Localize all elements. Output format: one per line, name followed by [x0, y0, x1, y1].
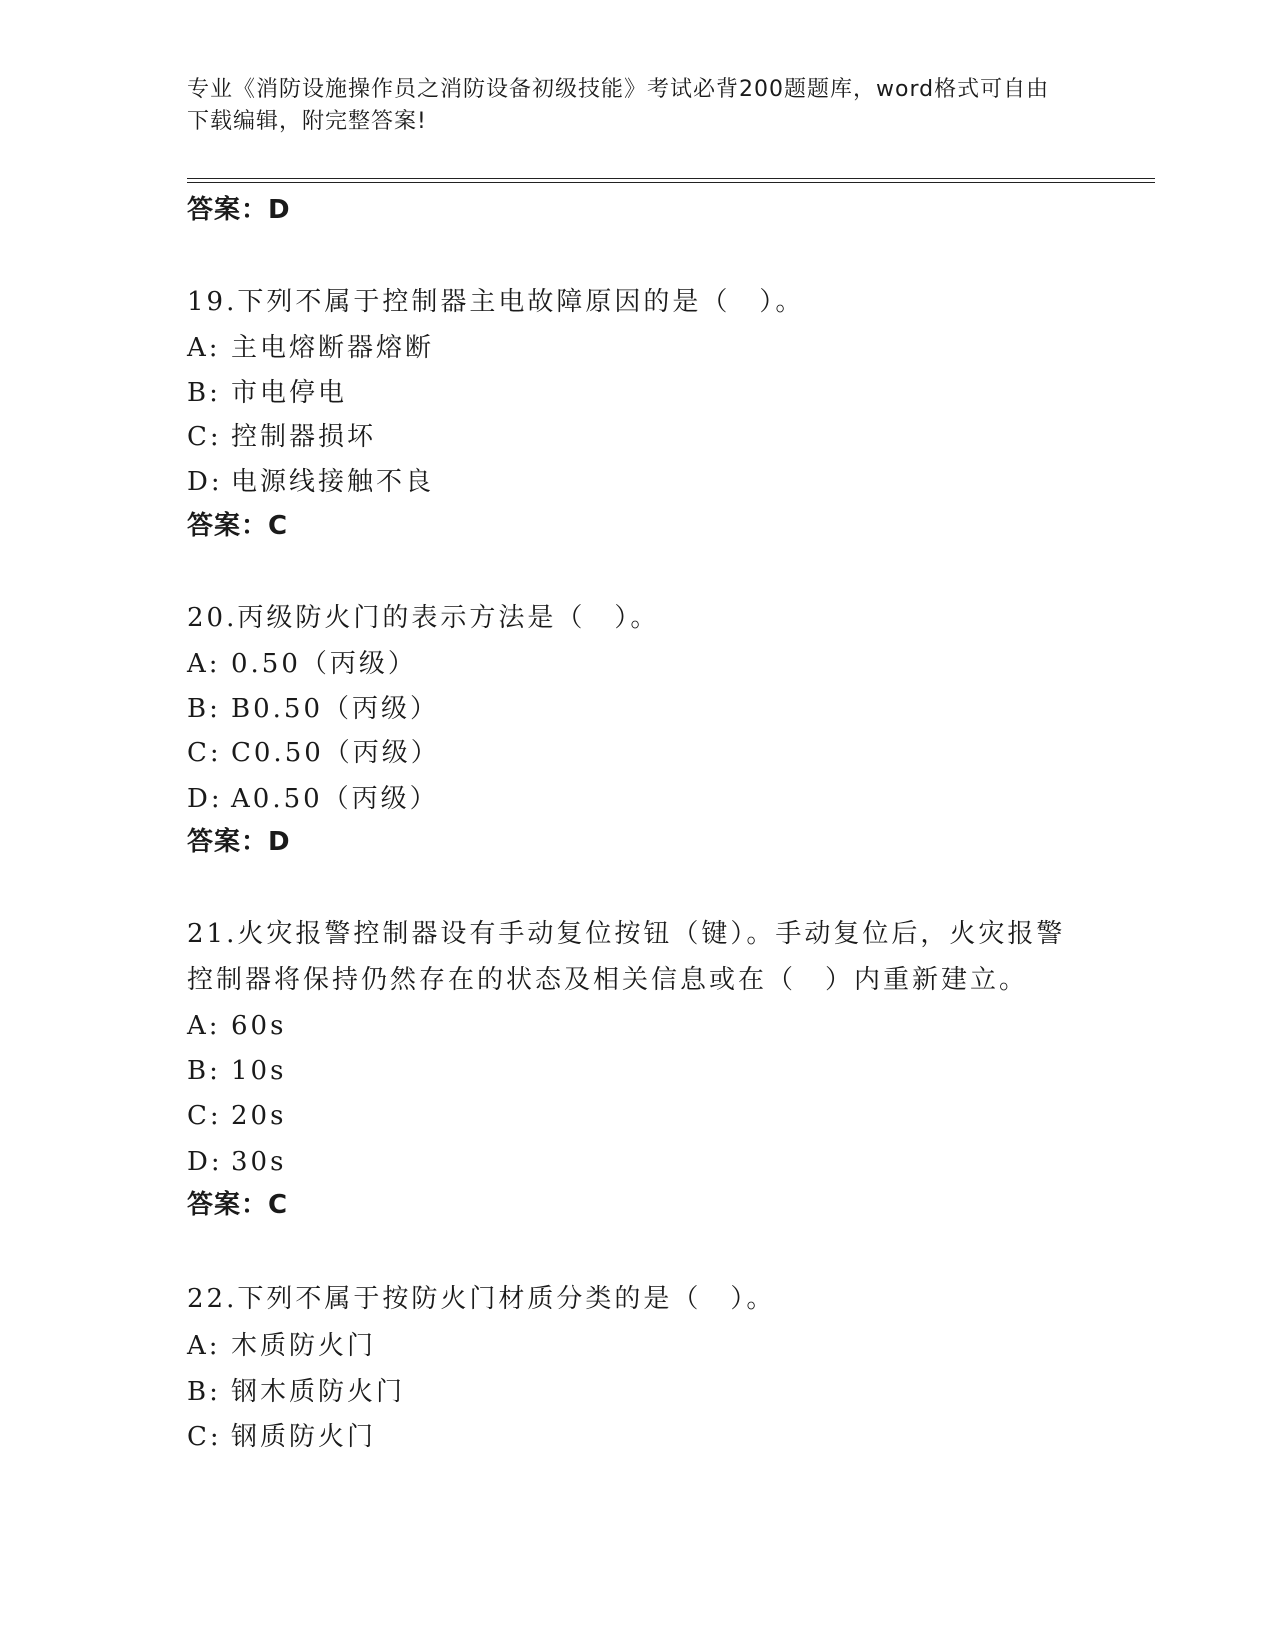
option-text: B0.50（丙级）	[231, 694, 439, 724]
option-letter: B:	[187, 694, 221, 724]
question-22: 22.下列不属于按防火门材质分类的是（ ）。	[187, 1284, 776, 1314]
answer-value: C	[268, 1190, 289, 1220]
option-19-b	[187, 377, 347, 409]
option-20-d	[187, 783, 439, 815]
option-text: 0.50（丙级）	[231, 649, 417, 679]
answer-21	[187, 1189, 288, 1221]
answer-label: 答案：	[187, 511, 269, 541]
option-22-c	[187, 1421, 376, 1453]
option-text: 电源线接触不良	[231, 467, 435, 497]
option-19-d	[187, 466, 434, 498]
option-letter: D:	[187, 467, 223, 497]
option-21-b	[187, 1055, 286, 1087]
header-rule-bottom	[187, 182, 1155, 183]
answer-value: C	[268, 511, 289, 541]
option-21-a	[187, 1010, 286, 1042]
option-letter: B:	[187, 1377, 221, 1407]
option-text: A0.50（丙级）	[231, 784, 439, 814]
option-text: 钢木质防火门	[231, 1377, 406, 1407]
question-20: 20.丙级防火门的表示方法是（ ）。	[187, 603, 660, 633]
answer-18	[187, 194, 291, 226]
option-text: 60s	[231, 1011, 287, 1041]
question-19: 19.下列不属于控制器主电故障原因的是（ ）。	[187, 287, 805, 317]
option-letter: A:	[187, 1011, 221, 1041]
option-21-c	[187, 1100, 286, 1132]
option-22-b	[187, 1376, 405, 1408]
option-text: 市电停电	[231, 378, 348, 408]
option-21-d	[187, 1146, 286, 1178]
option-text: C0.50（丙级）	[231, 738, 440, 768]
option-letter: B:	[187, 378, 221, 408]
option-text: 钢质防火门	[231, 1422, 377, 1452]
option-text: 10s	[231, 1056, 287, 1086]
option-letter: A:	[187, 333, 221, 363]
option-20-c	[187, 737, 440, 769]
question-21: 21.火灾报警控制器设有手动复位按钮（键）。手动复位后，火灾报警控制器将保持仍然存在的状态及相关信息或在（ ）内重新建立。	[187, 919, 1066, 995]
option-text: 控制器损坏	[231, 422, 377, 452]
option-text: 30s	[231, 1147, 287, 1177]
option-19-c	[187, 421, 376, 453]
option-letter: D:	[187, 784, 223, 814]
option-letter: A:	[187, 1331, 221, 1361]
page-header: 专业《消防设施操作员之消防设备初级技能》考试必背200题题库，word格式可自由下载编辑，附完整答案!	[187, 77, 1050, 134]
option-20-b	[187, 693, 439, 725]
option-letter: C:	[187, 1101, 222, 1131]
answer-label: 答案：	[187, 1190, 269, 1220]
answer-label: 答案：	[187, 827, 269, 857]
option-20-a	[187, 648, 417, 680]
answer-20	[187, 826, 291, 858]
option-letter: B:	[187, 1056, 221, 1086]
option-text: 木质防火门	[231, 1331, 377, 1361]
answer-label: 答案：	[187, 195, 269, 225]
option-22-a	[187, 1330, 376, 1362]
option-text: 20s	[231, 1101, 287, 1131]
answer-19	[187, 510, 288, 542]
option-letter: C:	[187, 1422, 222, 1452]
option-19-a	[187, 332, 434, 364]
answer-value: D	[268, 195, 291, 225]
option-letter: A:	[187, 649, 221, 679]
header-rule-top	[187, 178, 1155, 179]
option-text: 主电熔断器熔断	[231, 333, 435, 363]
option-letter: D:	[187, 1147, 223, 1177]
answer-value: D	[268, 827, 291, 857]
option-letter: C:	[187, 422, 222, 452]
option-letter: C:	[187, 738, 222, 768]
